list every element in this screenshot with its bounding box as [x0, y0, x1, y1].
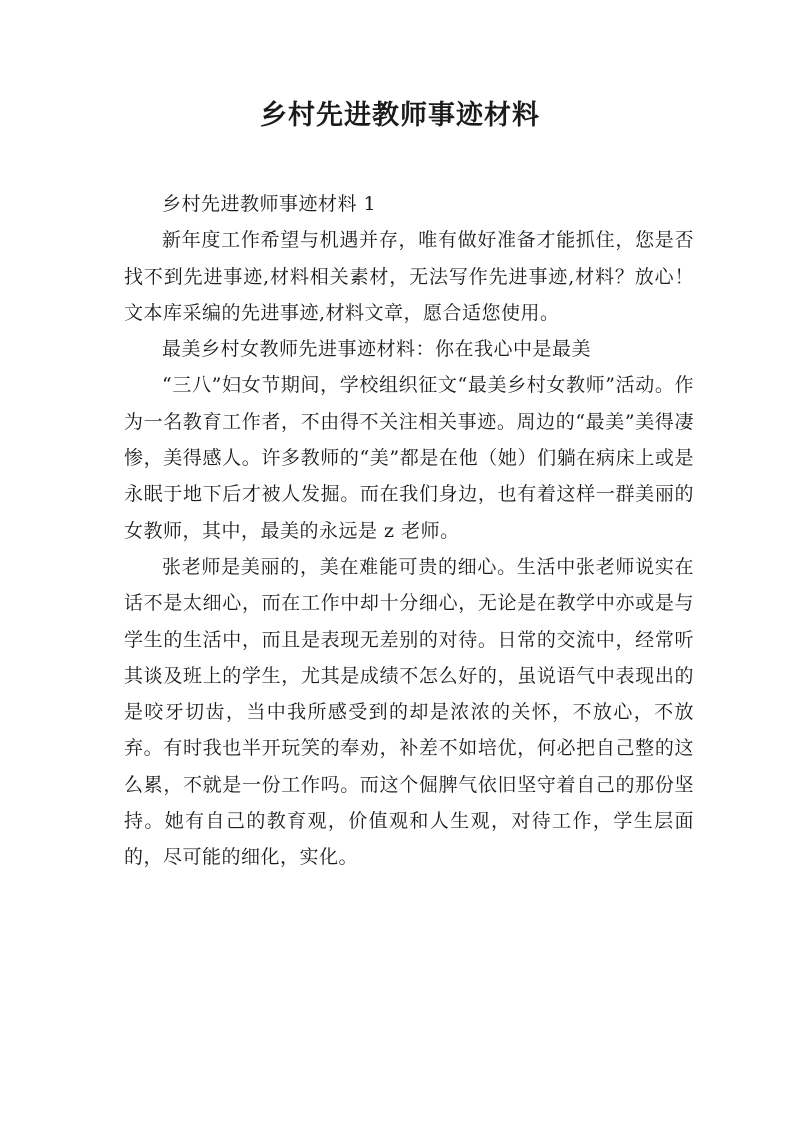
- body-paragraph: 张老师是美丽的，美在难能可贵的细心。生活中张老师说实在话不是太细心，而在工作中却十分细心，无论是在教学中亦或是与学生的生活中，而且是表现无差别的对待。日常的交流中，经常听其谈及班上的学生，尤其是成绩不怎么好的，虽说语气中表现出的是咬牙切齿，当中我所感受到的却是浓浓的关怀，不放心，不放弃。有时我也半开玩笑的奉劝，补差不如培优，何必把自己整的这么累，不就是一份工作吗。而这个倔脾气依旧坚守着自己的那份坚持。她有自己的教育观，价值观和人生观，对待工作，学生层面的，尽可能的细化，实化。: [124, 555, 694, 869]
- document-body: [124, 186, 694, 876]
- intro-paragraph: 新年度工作希望与机遇并存，唯有做好准备才能抓住，您是否找不到先进事迹,材料相关素材，无法写作先进事迹,材料？放心！文本库采编的先进事迹,材料文章，愿合适您使用。: [124, 229, 694, 324]
- article-subtitle: 最美乡村女教师先进事迹材料：你在我心中是最美: [162, 338, 592, 361]
- document-title: 乡村先进教师事迹材料: [260, 100, 540, 131]
- body-paragraph: “三八”妇女节期间，学校组织征文“最美乡村女教师”活动。作为一名教育工作者，不由得不关注相关事迹。周边的“最美”美得凄惨，美得感人。许多教师的“美”都是在他（她）们躺在病床上或是永眠于地下后才被人发掘。而在我们身边，也有着这样一群美丽的女教师，其中，最美的永远是 z 老师。: [124, 374, 694, 542]
- section-heading: 乡村先进教师事迹材料 1: [162, 193, 377, 215]
